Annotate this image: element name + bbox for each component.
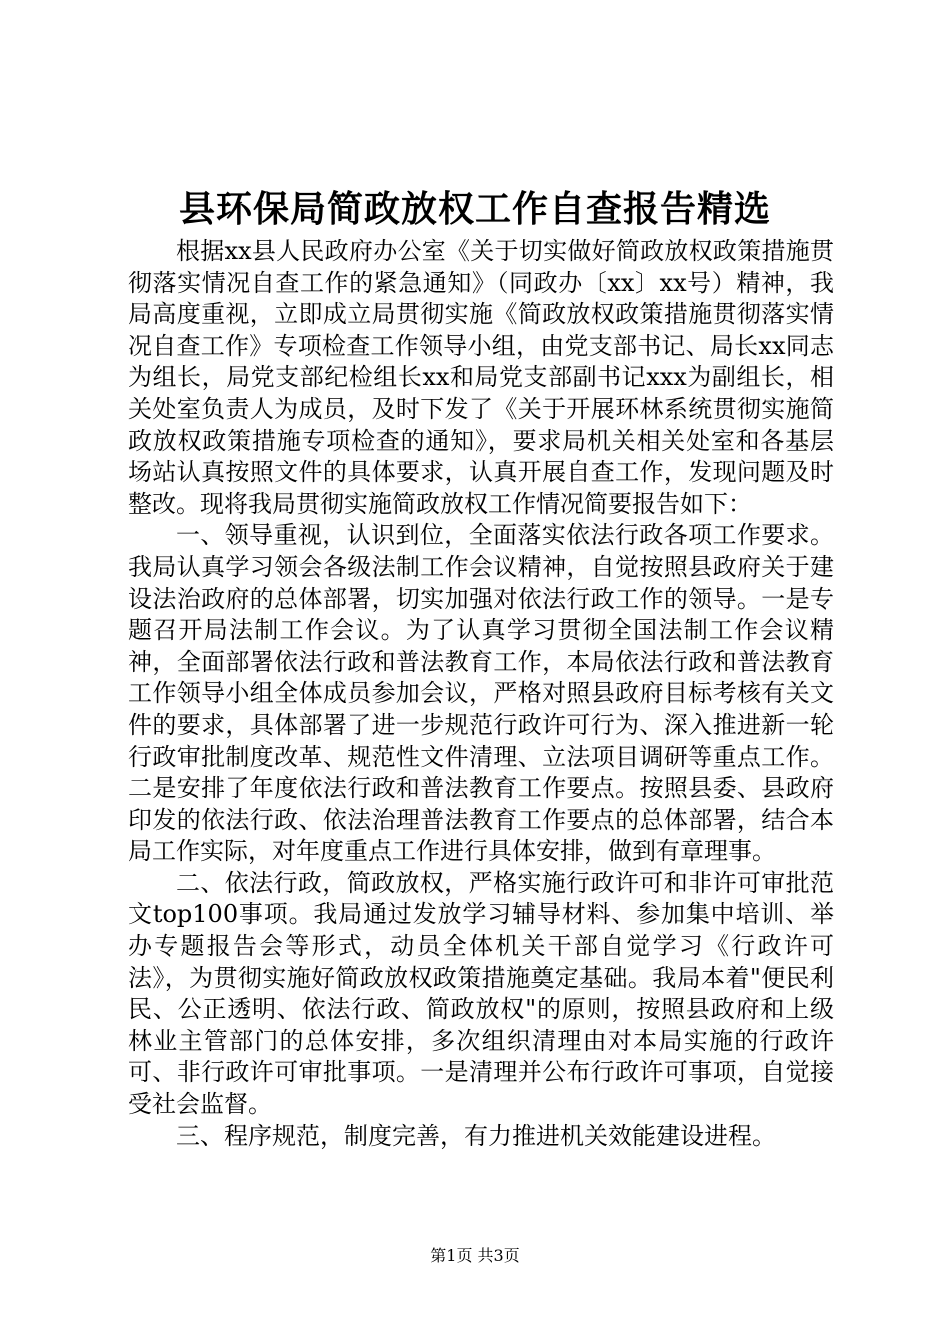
document-body	[128, 236, 834, 1152]
body-paragraph: 三、程序规范，制度完善，有力推进机关效能建设进程。	[176, 1121, 776, 1150]
body-paragraph: 一、领导重视，认识到位，全面落实依法行政各项工作要求。我局认真学习领会各级法制工作会议精神，自觉按照县政府关于建设法治政府的总体部署，切实加强对依法行政工作的领导。一是专题召开局法制工作会议。为了认真学习贯彻全国法制工作会议精神，全面部署依法行政和普法教育工作，本局依法行政和普法教育工作领导小组全体成员参加会议，严格对照县政府目标考核有关文件的要求，具体部署了进一步规范行政许可行为、深入推进新一轮行政审批制度改革、规范性文件清理、立法项目调研等重点工作。二是安排了年度依法行政和普法教育工作要点。按照县委、县政府印发的依法行政、依法治理普法教育工作要点的总体部署，结合本局工作实际，对年度重点工作进行具体安排，做到有章理事。	[128, 521, 834, 866]
body-paragraph: 根据xx县人民政府办公室《关于切实做好简政放权政策措施贯彻落实情况自查工作的紧急通知》（同政办〔xx〕xx号）精神，我局高度重视，立即成立局贯彻实施《简政放权政策措施贯彻落实情况自查工作》专项检查工作领导小组，由党支部书记、局长xx同志为组长，局党支部纪检组长xx和局党支部副书记xxx为副组长，相关处室负责人为成员，及时下发了《关于开展环林系统贯彻实施简政放权政策措施专项检查的通知》，要求局机关相关处室和各基层场站认真按照文件的具体要求，认真开展自查工作，发现问题及时整改。现将我局贯彻实施简政放权工作情况简要报告如下：	[128, 237, 834, 518]
body-paragraph: 二、依法行政，简政放权，严格实施行政许可和非许可审批范文top100事项。我局通过发放学习辅导材料、参加集中培训、举办专题报告会等形式，动员全体机关干部自觉学习《行政许可法》，为贯彻实施好简政放权政策措施奠定基础。我局本着"便民利民、公正透明、依法行政、简政放权"的原则，按照县政府和上级林业主管部门的总体安排，多次组织清理由对本局实施的行政许可、非行政许可审批事项。一是清理并公布行政许可事项，自觉接受社会监督。	[128, 868, 834, 1119]
page-number-footer: 第1页 共3页	[430, 1246, 520, 1265]
document-title: 县环保局简政放权工作自查报告精选	[178, 188, 771, 230]
